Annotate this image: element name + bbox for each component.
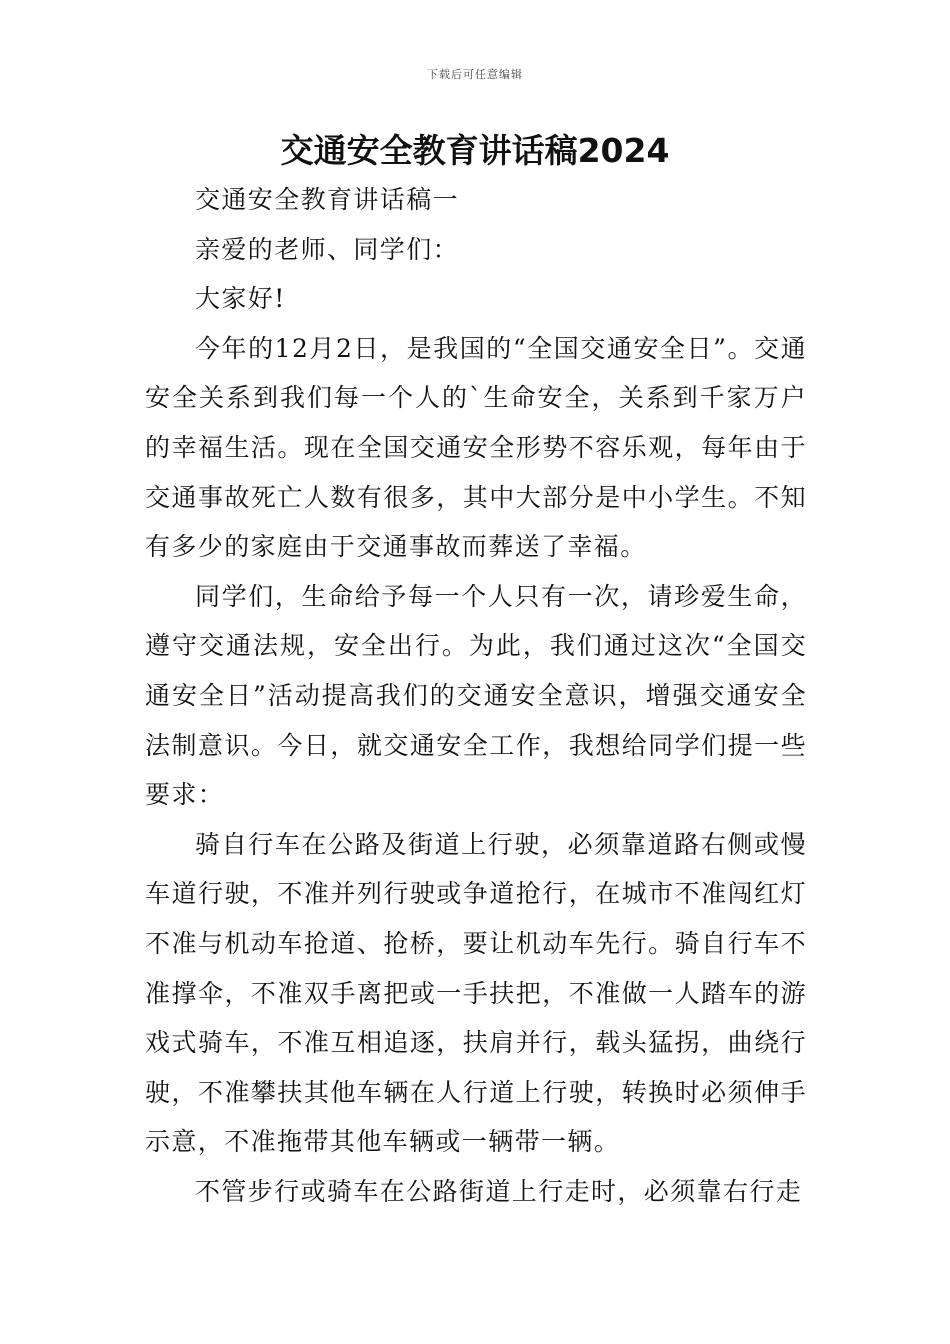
header-note: 下载后可任意编辑	[427, 68, 523, 81]
paragraph: 不管步行或骑车在公路街道上行走时，必须靠右行走	[195, 1176, 803, 1206]
paragraph-heading: 交通安全教育讲话稿一	[195, 185, 460, 214]
paragraph: 骑自行车在公路及街道上行驶，必须靠道路右侧或慢车道行驶，不准并列行驶或争道抢行，在城市不准闯红灯不准与机动车抢道、抢桥，要让机动车先行。骑自行车不准撑伞，不准双手离把或一手扶把，不准做一人踏车的游戏式骑车，不准互相追逐，扶肩并行，载头猛拐，曲绕行驶，不准攀扶其他车辆在人行道上行驶，转换时必须伸手示意，不准拖带其他车辆或一辆带一辆。	[145, 829, 807, 1157]
paragraph-greeting: 大家好!	[195, 284, 286, 314]
document-body	[145, 175, 807, 1216]
document-title: 交通安全教育讲话稿2024	[280, 131, 670, 170]
paragraph-salutation: 亲爱的老师、同学们：	[195, 234, 460, 264]
paragraph: 今年的12月2日，是我国的“全国交通安全日”。交通安全关系到我们每一个人的`生命安全，关系到千家万户的幸福生活。现在全国交通安全形势不容乐观，每年由于交通事故死亡人数有很多，其中大部分是中小学生。不知有多少的家庭由于交通事故而葬送了幸福。	[145, 333, 807, 562]
paragraph: 同学们，生命给予每一个人只有一次，请珍爱生命，遵守交通法规，安全出行。为此，我们通过这次“全国交通安全日”活动提高我们的交通安全意识，增强交通安全法制意识。今日，就交通安全工作，我想给同学们提一些要求：	[145, 581, 807, 810]
